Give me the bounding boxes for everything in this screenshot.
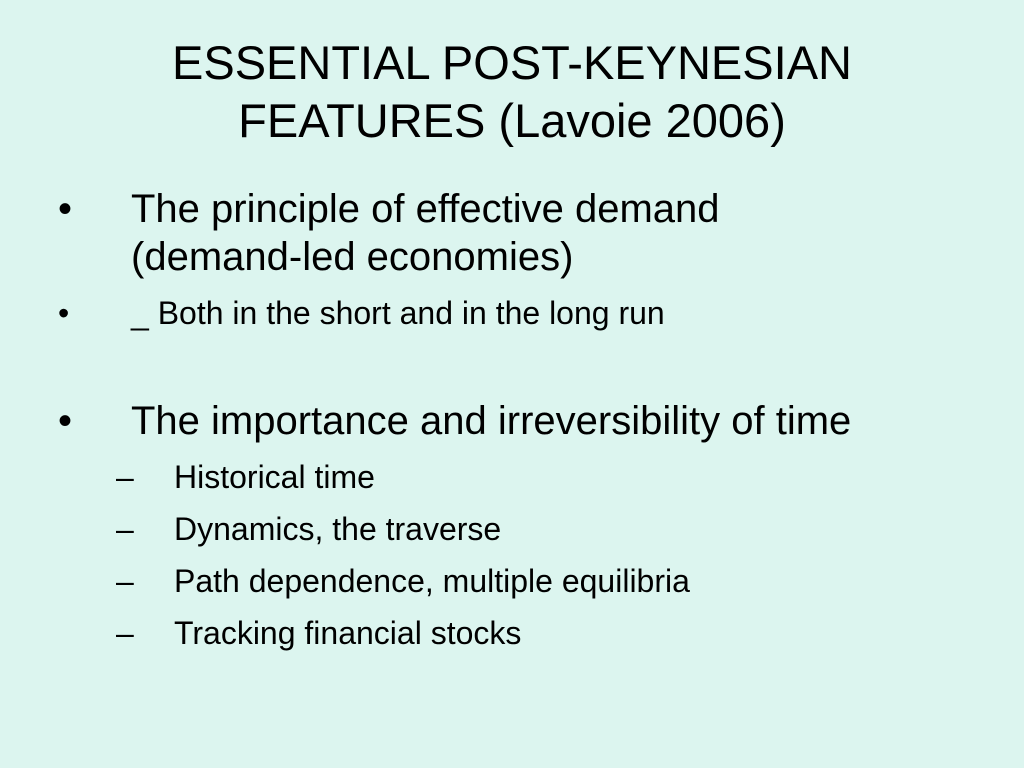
bullet-text: _ Both in the short and in the long run xyxy=(131,295,665,331)
dash-marker: – xyxy=(116,459,134,495)
subitem-text: Path dependence, multiple equilibria xyxy=(174,563,690,599)
dash-marker: – xyxy=(116,563,134,599)
subitem-text: Historical time xyxy=(174,459,375,495)
bullet-text: The importance and irreversibility of time xyxy=(131,399,852,443)
subitem-text: Tracking financial stocks xyxy=(174,615,522,651)
bullet-marker: • xyxy=(58,399,73,443)
bullet-marker: • xyxy=(58,295,70,331)
slide-title-line-1: ESSENTIAL POST-KEYNESIAN xyxy=(172,36,852,89)
bullet-text-line-1: The principle of effective demand xyxy=(131,187,720,231)
dash-marker: – xyxy=(116,615,134,651)
slide-title-line-2: FEATURES (Lavoie 2006) xyxy=(238,94,786,147)
subitem-text: Dynamics, the traverse xyxy=(174,511,502,547)
slide-title xyxy=(0,34,1024,150)
bullet-marker: • xyxy=(58,187,73,231)
dash-marker: – xyxy=(116,511,134,547)
bullet-text-line-2: (demand-led economies) xyxy=(131,235,574,279)
